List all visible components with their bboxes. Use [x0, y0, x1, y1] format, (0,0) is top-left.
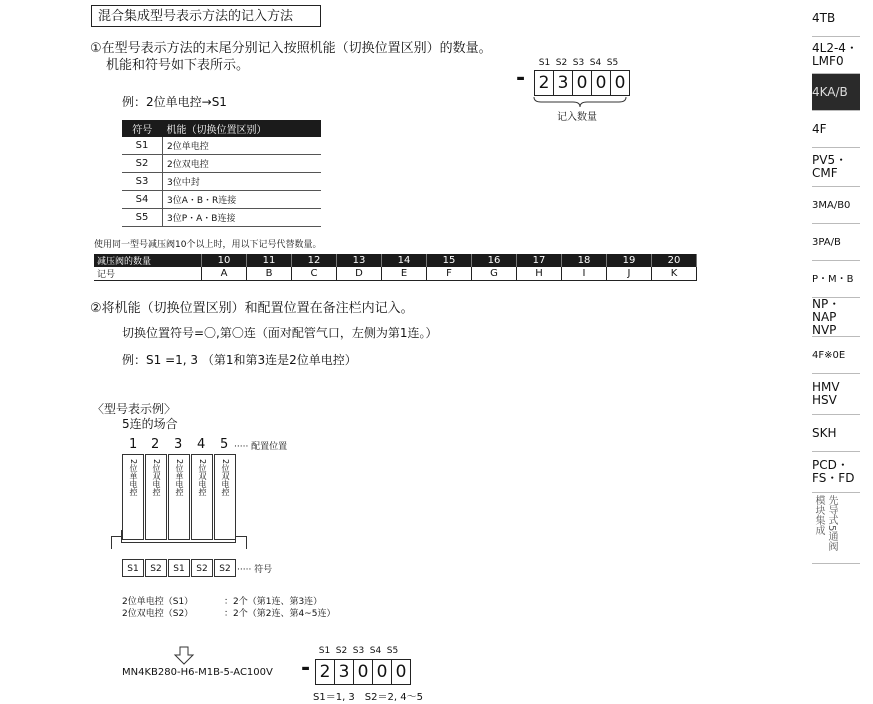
nav-item-5[interactable]	[812, 148, 860, 187]
code-bottom-label-4: S4	[369, 646, 382, 656]
code-bottom-digit-5: 0	[391, 659, 411, 685]
position-label-text: 配置位置	[251, 442, 288, 452]
function-code: S4	[122, 191, 163, 209]
count-value: 18	[562, 254, 607, 267]
step2-line2: 切换位置符号=〇,第〇连（面对配管气口，左侧为第1连。）	[122, 326, 438, 340]
valve-slot-5	[214, 454, 236, 540]
code-bottom-label-5: S5	[386, 646, 399, 656]
code-labels-bottom	[316, 646, 401, 656]
nav-item-3[interactable]	[812, 74, 860, 111]
position-5: 5	[220, 437, 229, 452]
count-value: 15	[427, 254, 472, 267]
valve-text-3: 2位单电控	[175, 459, 184, 497]
code-bottom-label-2: S2	[335, 646, 348, 656]
step1-line1: ①在型号表示方法的末尾分别记入按照机能（切换位置区别）的数量。	[90, 41, 492, 56]
summary-1-right: ：2个（第1连、第3连）	[224, 597, 323, 607]
function-table-row	[122, 191, 321, 209]
count-table	[94, 254, 697, 281]
count-value: 11	[247, 254, 292, 267]
nav-item-label: 4KA/B	[812, 84, 848, 99]
symbol-box-4: S2	[191, 559, 213, 577]
nav-item-label: SKH	[812, 425, 837, 440]
symbol-box-3: S1	[168, 559, 190, 577]
symbol-label: ····· 符号	[237, 565, 273, 575]
position-2: 2	[151, 437, 160, 452]
bottom-note: S1＝1, 3 S2＝2, 4～5	[313, 692, 423, 703]
nav-item-label: P・M・B	[812, 273, 854, 285]
count-symbol: C	[292, 267, 337, 281]
code-top-label-1: S1	[538, 58, 551, 68]
count-value: 13	[337, 254, 382, 267]
step1-line2: 机能和符号如下表所示。	[106, 58, 250, 73]
code-labels-top	[536, 58, 621, 68]
nav-item-8[interactable]	[812, 261, 860, 298]
count-value: 12	[292, 254, 337, 267]
code-dash-top: -	[516, 66, 526, 91]
count-symbol: G	[472, 267, 517, 281]
nav-item-9[interactable]	[812, 298, 860, 337]
position-3: 3	[174, 437, 183, 452]
valve-slot-4	[191, 454, 213, 540]
code-dash-bottom: -	[301, 656, 311, 681]
code-caption-top: 记入数量	[557, 112, 597, 123]
count-value: 19	[607, 254, 652, 267]
summary-2-right: ：2个（第2连、第4~5连）	[224, 609, 336, 619]
nav-item-13[interactable]	[812, 452, 860, 493]
nav-item-12[interactable]	[812, 415, 860, 452]
count-value: 10	[202, 254, 247, 267]
nav-item-label: PCD・FS・FD	[812, 458, 855, 485]
valve-text-2: 2位双电控	[152, 459, 161, 497]
nav-item-label: 3MA/B0	[812, 199, 851, 211]
nav-item-6[interactable]	[812, 187, 860, 224]
nav-item-label: 4F※0E	[812, 349, 846, 361]
position-4: 4	[197, 437, 206, 452]
function-code: S3	[122, 173, 163, 191]
nav-item-2[interactable]	[812, 37, 860, 74]
code-top-digit-1: 2	[534, 70, 554, 96]
summary-2-left: 2位双电控（S2）	[122, 609, 194, 619]
nav-item-7[interactable]	[812, 224, 860, 261]
step2-line1: ②将机能（切换位置区别）和配置位置在备注栏内记入。	[90, 301, 414, 316]
function-desc: 2位单电控	[163, 137, 322, 155]
code-box-bottom	[316, 659, 411, 685]
nav-item-1[interactable]	[812, 0, 860, 37]
count-value: 20	[652, 254, 697, 267]
code-brace-top	[533, 96, 628, 108]
count-symbol: F	[427, 267, 472, 281]
count-symbol: I	[562, 267, 607, 281]
section-title: 混合集成型号表示方法的记入方法	[91, 5, 321, 27]
code-bottom-digit-2: 3	[334, 659, 354, 685]
code-bottom-digit-4: 0	[372, 659, 392, 685]
model-number: MN4KB280-H6-M1B-5-AC100V	[122, 667, 273, 678]
symbol-table-row-label: 记号	[94, 267, 202, 281]
function-code: S5	[122, 209, 163, 227]
nav-item-label: HMV HSV	[812, 380, 840, 407]
step1-example: 例：2位单电控→S1	[122, 95, 227, 109]
code-top-label-3: S3	[572, 58, 585, 68]
code-top-label-5: S5	[606, 58, 619, 68]
symbol-box-1: S1	[122, 559, 144, 577]
code-top-digit-2: 3	[553, 70, 573, 96]
position-label: ····· 配置位置	[234, 442, 288, 452]
symbol-box-2: S2	[145, 559, 167, 577]
nav-item-4[interactable]	[812, 111, 860, 148]
count-symbol: A	[202, 267, 247, 281]
function-code: S1	[122, 137, 163, 155]
function-desc: 3位中封	[163, 173, 322, 191]
nav-item-label: NP・NAP NVP	[812, 296, 841, 337]
count-symbol: K	[652, 267, 697, 281]
down-arrow-icon	[173, 646, 195, 666]
summary-1-left: 2位单电控（S1）	[122, 597, 194, 607]
function-desc: 2位双电控	[163, 155, 322, 173]
count-symbol: D	[337, 267, 382, 281]
function-table-row	[122, 137, 321, 155]
nav-item-label: 3PA/B	[812, 236, 841, 248]
nav-item-label: 4TB	[812, 10, 836, 25]
count-value: 14	[382, 254, 427, 267]
function-table-row	[122, 209, 321, 227]
step2-line3: 例：S1 =1, 3 （第1和第3连是2位单电控）	[122, 353, 357, 367]
function-table-header-desc: 机能（切换位置区别）	[163, 120, 322, 137]
code-bottom-label-3: S3	[352, 646, 365, 656]
nav-item-label: 4L2-4・LMF0	[812, 41, 858, 68]
valve-text-4: 2位双电控	[198, 459, 207, 497]
function-table	[122, 120, 321, 227]
symbol-label-text: 符号	[254, 565, 273, 575]
count-symbol: H	[517, 267, 562, 281]
valve-text-1: 2位单电控	[129, 459, 138, 497]
code-top-digit-5: 0	[610, 70, 630, 96]
model-example-heading: 〈型号表示例〉	[92, 402, 177, 416]
code-bottom-digit-1: 2	[315, 659, 335, 685]
valve-slot-2	[145, 454, 167, 540]
model-example-subheading: 5连的场合	[122, 417, 178, 431]
count-symbol: J	[607, 267, 652, 281]
count-value: 16	[472, 254, 517, 267]
code-bottom-label-1: S1	[318, 646, 331, 656]
position-1: 1	[129, 437, 138, 452]
count-symbol: E	[382, 267, 427, 281]
nav-item-14[interactable]	[812, 493, 860, 564]
nav-item-label: 4F	[812, 121, 827, 136]
function-desc: 3位P・A・B连接	[163, 209, 322, 227]
valve-text-5: 2位双电控	[221, 459, 230, 497]
function-code: S2	[122, 155, 163, 173]
code-top-label-4: S4	[589, 58, 602, 68]
code-top-label-2: S2	[555, 58, 568, 68]
code-bottom-digit-3: 0	[353, 659, 373, 685]
function-table-row	[122, 155, 321, 173]
valve-slot-3	[168, 454, 190, 540]
function-table-row	[122, 173, 321, 191]
count-value: 17	[517, 254, 562, 267]
count-table-row-label: 减压阀的数量	[94, 254, 202, 267]
nav-item-10[interactable]	[812, 337, 860, 374]
code-top-digit-3: 0	[572, 70, 592, 96]
count-symbol: B	[247, 267, 292, 281]
step1-text	[90, 40, 492, 74]
right-index-nav	[812, 0, 860, 564]
code-box-top	[535, 70, 630, 96]
code-top-digit-4: 0	[591, 70, 611, 96]
function-desc: 3位A・B・R连接	[163, 191, 322, 209]
nav-item-11[interactable]	[812, 374, 860, 415]
nav-item-label: 先导式5通阀模块集成	[813, 495, 837, 552]
count-note: 使用同一型号减压阀10个以上时，用以下记号代替数量。	[94, 240, 322, 250]
valve-slot-1	[122, 454, 144, 540]
symbol-box-5: S2	[214, 559, 236, 577]
function-table-header-code: 符号	[122, 120, 163, 137]
nav-item-label: PV5・CMF	[812, 153, 848, 180]
